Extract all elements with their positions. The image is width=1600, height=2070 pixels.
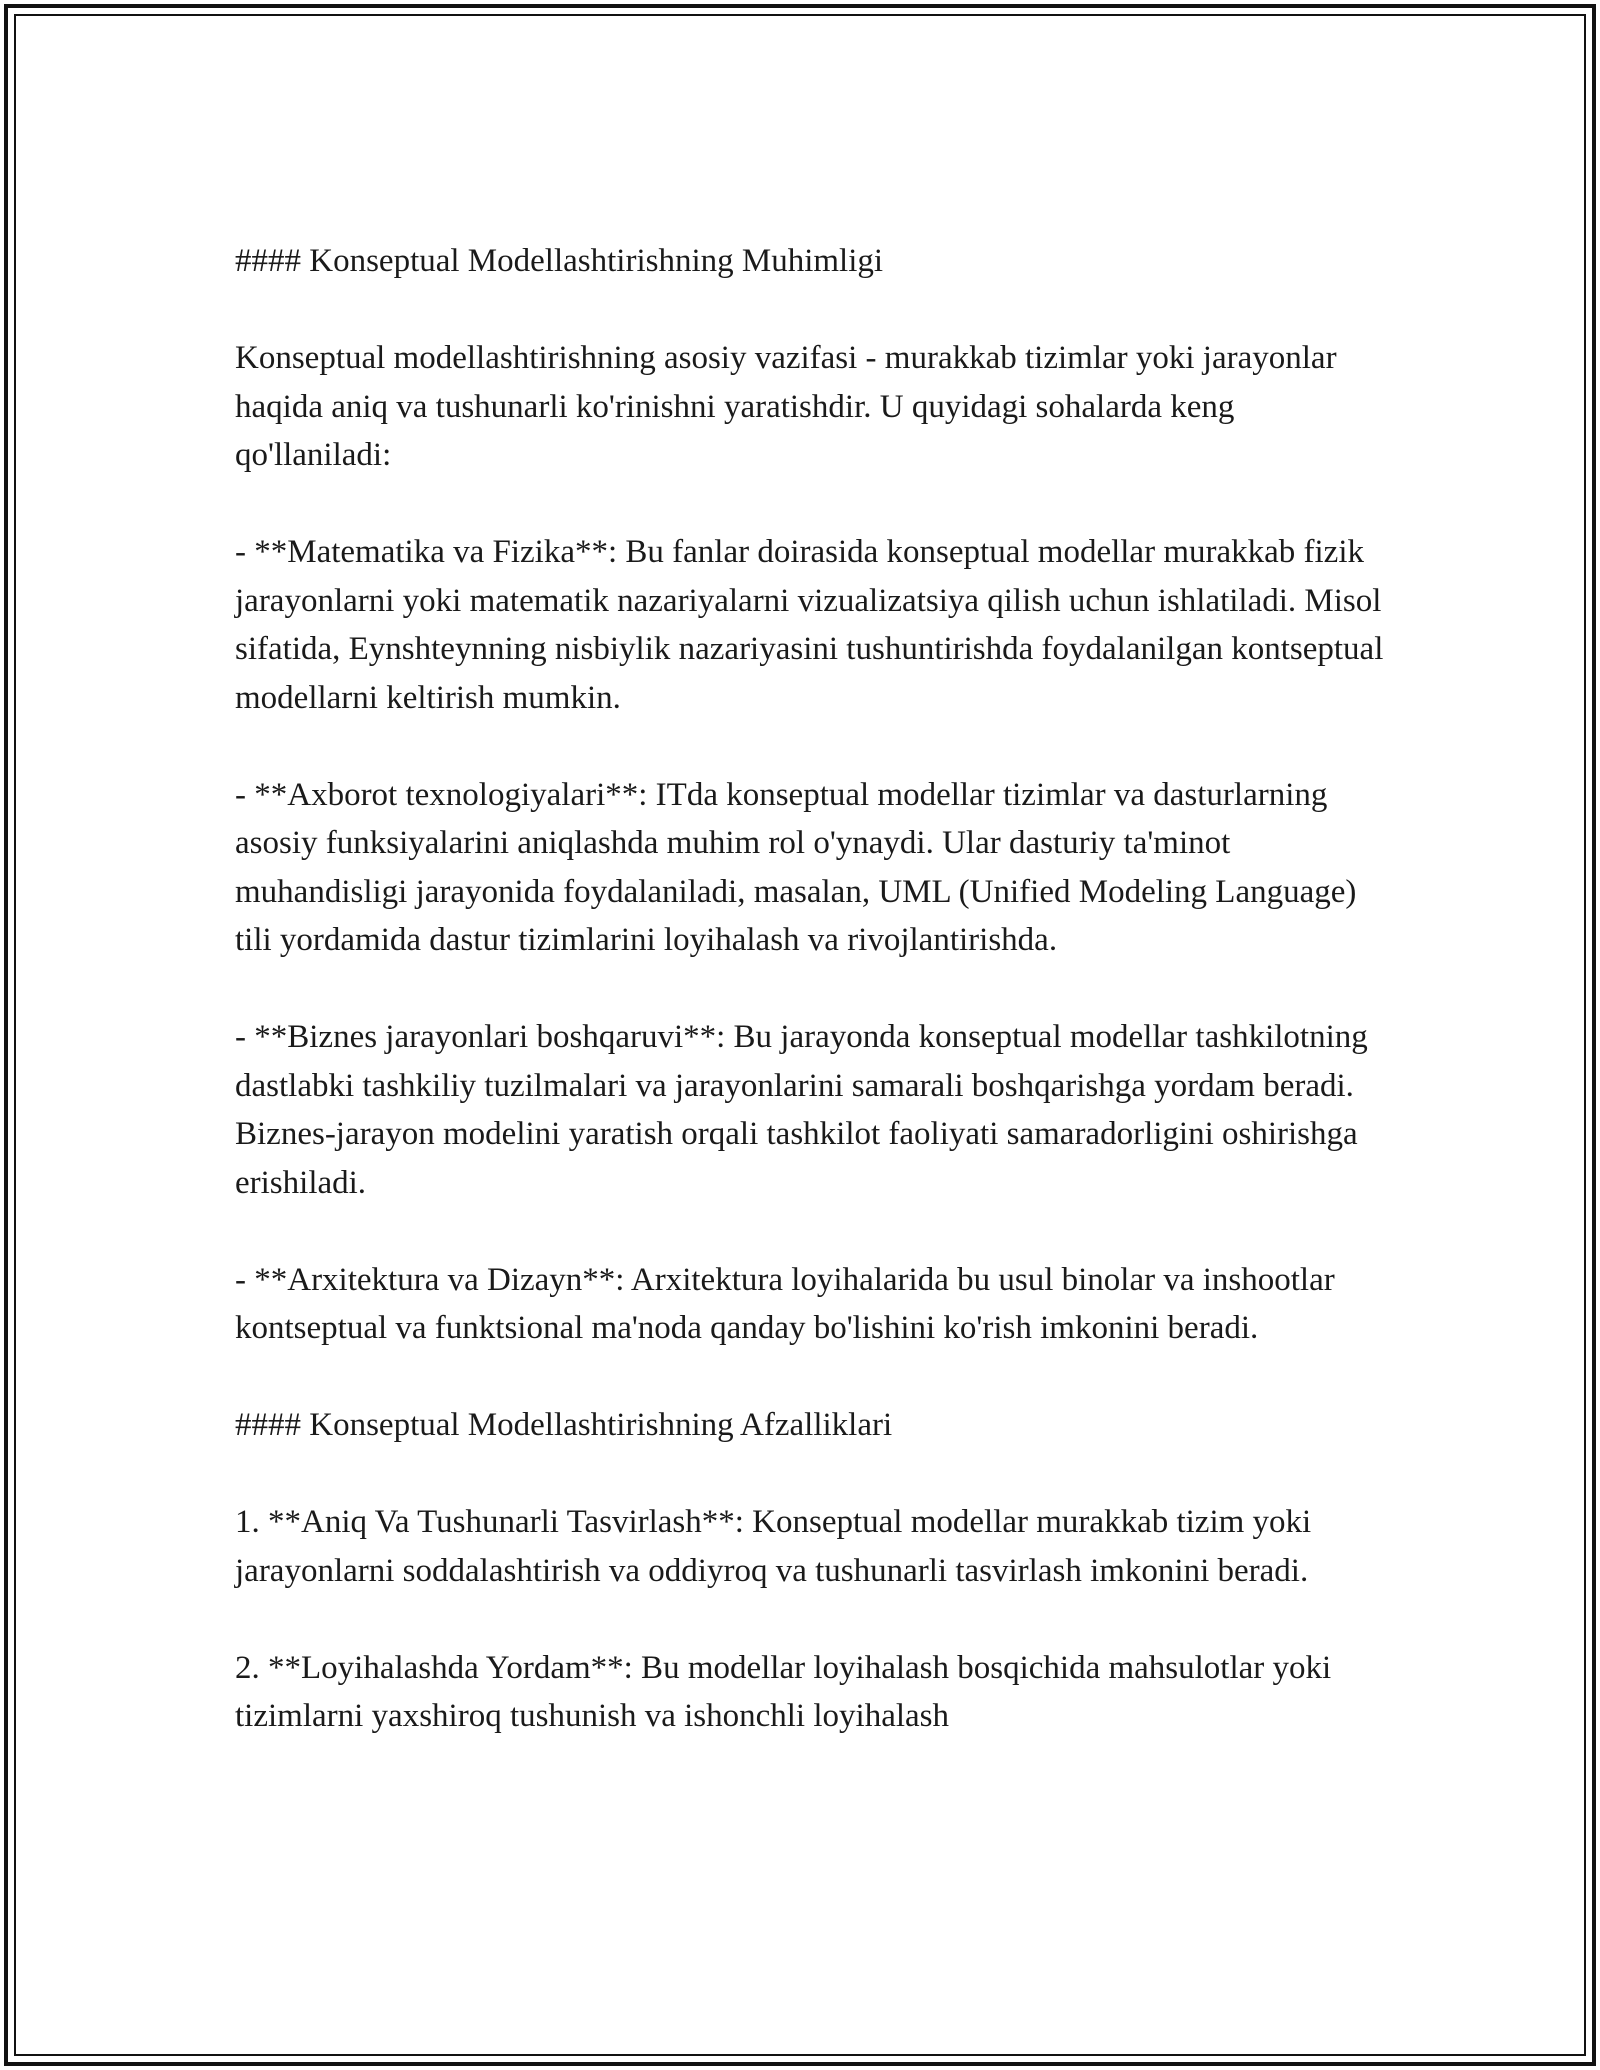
advantage-item-2: 2. **Loyihalashda Yordam**: Bu modellar loyihalash bosqichida mahsulotlar yoki tizimlarni yaxshiroq tushunish va ishonchli loyihalash (235, 1649, 1332, 1734)
document-body (235, 237, 1395, 1789)
intro-paragraph: Konseptual modellashtirishning asosiy vazifasi - murakkab tizimlar yoki jarayonlar haqida aniq va tushunarli ko'rinishni yaratishdir. U quyidagi sohalarda keng qo'llaniladi: (235, 340, 1337, 473)
list-item-architecture: - **Arxitektura va Dizayn**: Arxitektura loyihalarida bu usul binolar va inshootlar kontseptual va funktsional ma'noda qanday bo'lishini ko'rish imkonini beradi. (235, 1261, 1335, 1346)
section-heading-importance: #### Konseptual Modellashtirishning Muhimligi (235, 243, 884, 279)
list-item-business: - **Biznes jarayonlari boshqaruvi**: Bu jarayonda konseptual modellar tashkilotning dastlabki tashkiliy tuzilmalari va jarayonlarini samarali boshqarishga yordam beradi. Biznes-jarayon modelini yaratish orqali tashkilot faoliyati samaradorligini oshirishga erishiladi. (235, 1019, 1368, 1201)
list-item-it: - **Axborot texnologiyalari**: ITda konseptual modellar tizimlar va dasturlarning asosiy funksiyalarini aniqlashda muhim rol o'ynaydi. Ular dasturiy ta'minot muhandisligi jarayonida foydalaniladi, masalan, UML (Unified Modeling Language) tili yordamida dastur tizimlarini loyihalash va rivojlantirishda. (235, 776, 1357, 958)
list-item-math-physics: - **Matematika va Fizika**: Bu fanlar doirasida konseptual modellar murakkab fizik jarayonlarni yoki matematik nazariyalarni vizualizatsiya qilish uchun ishlatiladi. Misol sifatida, Eynshteynning nisbiylik nazariyasini tushuntirishda foydalanilgan kontseptual modellarni keltirish mumkin. (235, 534, 1384, 716)
section-heading-advantages: #### Konseptual Modellashtirishning Afzalliklari (235, 1407, 893, 1443)
advantage-item-1: 1. **Aniq Va Tushunarli Tasvirlash**: Konseptual modellar murakkab tizim yoki jarayonlarni soddalashtirish va oddiyroq va tushunarli tasvirlash imkonini beradi. (235, 1504, 1312, 1589)
